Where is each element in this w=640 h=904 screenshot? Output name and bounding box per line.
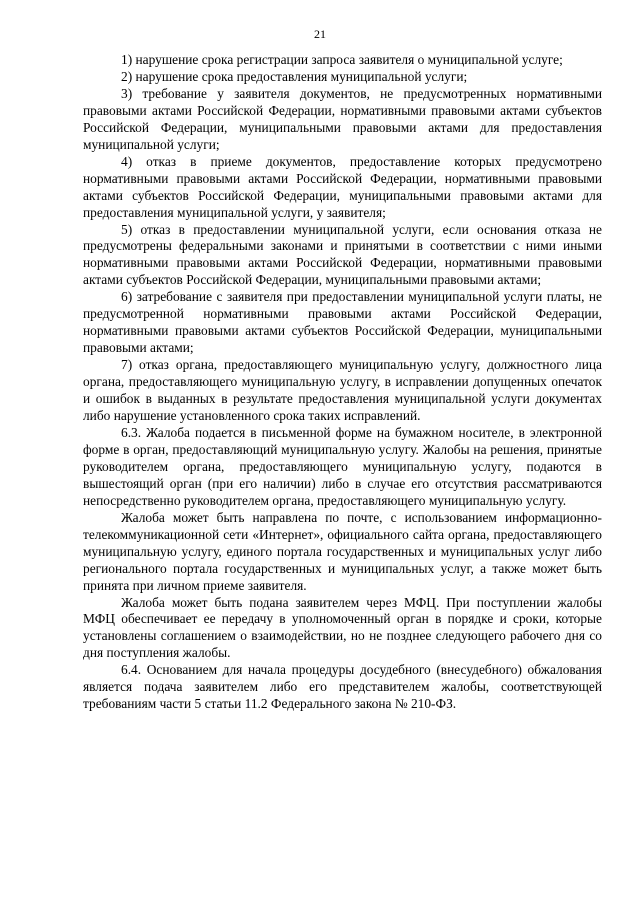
paragraph-item-1: 1) нарушение срока регистрации запроса заявителя о муниципальной услуге; bbox=[121, 52, 563, 67]
paragraph-item-6: 6) затребование с заявителя при предоставлении муниципальной услуги платы, не предусмотренной нормативными правовыми актами Российской Федерации, нормативными правовыми актами субъектов Российской Федерации, муниципальными правовыми актами; bbox=[83, 289, 602, 356]
paragraph-item-7: 7) отказ органа, предоставляющего муниципальную услугу, должностного лица органа, предоставляющего муниципальную услугу, в исправлении допущенных опечаток и ошибок в выданных в результате предоставления муниципальной услуги документах либо нарушение установленного срока таких исправлений. bbox=[83, 357, 602, 424]
page-number: 21 bbox=[314, 27, 326, 41]
paragraph-item-4: 4) отказ в приеме документов, предоставление которых предусмотрено нормативными правовыми актами Российской Федерации, нормативными правовыми актами субъектов Российской Федерации, муниципальными правовыми актами для предоставления муниципальной услуги, у заявителя; bbox=[83, 153, 602, 220]
paragraph-section-6-3: 6.3. Жалоба подается в письменной форме на бумажном носителе, в электронной форме в орган, предоставляющий муниципальную услугу. Жалобы на решения, принятые руководителем органа, предоставляющего муниципальную услугу, подаются в вышестоящий орган (при его наличии) либо в случае его отсутствия рассматриваются непосредственно руководителем органа, предоставляющего муниципальную услугу. bbox=[83, 424, 602, 508]
paragraph-section-6-4: 6.4. Основанием для начала процедуры досудебного (внесудебного) обжалования является подача заявителем либо его представителем жалобы, соответствующей требованиям части 5 статьи 11.2 Федерального закона № 210-ФЗ. bbox=[83, 662, 602, 712]
document-body bbox=[83, 52, 602, 713]
paragraph-complaint-mfc: Жалоба может быть подана заявителем через МФЦ. При поступлении жалобы МФЦ обеспечивает ее передачу в уполномоченный орган в порядке и сроки, которые установлены соглашением о взаимодействии, но не позднее следующего рабочего дня со дня поступления жалобы. bbox=[83, 594, 602, 661]
paragraph-item-5: 5) отказ в предоставлении муниципальной услуги, если основания отказа не предусмотрены федеральными законами и принятыми в соответствии с ними иными нормативными правовыми актами Российской Федерации, нормативными правовыми актами субъектов Российской Федерации, муниципальными правовыми актами; bbox=[83, 221, 602, 288]
paragraph-item-2: 2) нарушение срока предоставления муниципальной услуги; bbox=[121, 68, 468, 84]
paragraph-complaint-channels: Жалоба может быть направлена по почте, с использованием информационно-телекоммуникационной сети «Интернет», официального сайта органа, предоставляющего муниципальную услугу, единого портала государственных и муниципальных услуг либо регионального портала государственных и муниципальных услуг, а также может быть принята при личном приеме заявителя. bbox=[83, 509, 602, 593]
paragraph-item-3: 3) требование у заявителя документов, не предусмотренных нормативными правовыми актами Российской Федерации, нормативными правовыми актами субъектов Российской Федерации, муниципальными правовыми актами для предоставления муниципальной услуги; bbox=[83, 85, 602, 152]
